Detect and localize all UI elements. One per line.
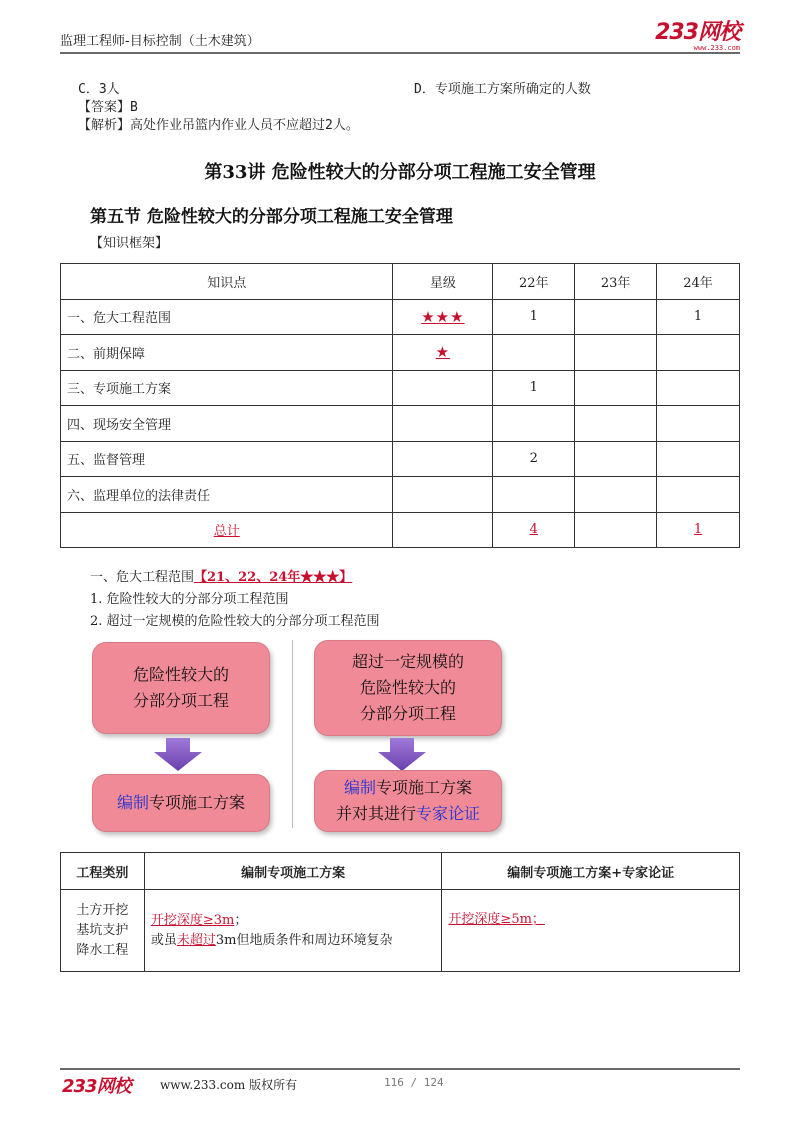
box-line (315, 775, 501, 801)
framework-label: 【知识框架】 (90, 236, 169, 251)
hazard-project-box (92, 642, 270, 734)
count-cell (575, 299, 657, 335)
expert-cell (442, 890, 740, 972)
large-hazard-project-box (314, 640, 502, 736)
table-row (61, 890, 740, 972)
expert-threshold: 开挖深度≥5m； (448, 912, 545, 927)
count-cell: 1 (493, 370, 575, 406)
stars-cell (393, 299, 493, 335)
count-cell: 1 (657, 299, 740, 335)
table-row (61, 406, 740, 442)
count-cell (657, 370, 740, 406)
box-text: 并对其进行 (335, 804, 416, 823)
count-cell (575, 441, 657, 477)
box-line: 分部分项工程 (132, 691, 229, 710)
box-text: 专项施工方案 (149, 793, 246, 812)
topic-cell: 六、监理单位的法律责任 (61, 477, 393, 513)
count-cell: 2 (493, 441, 575, 477)
stars-cell (393, 406, 493, 442)
topic-cell: 四、现场安全管理 (61, 406, 393, 442)
total-cell (575, 512, 657, 548)
box-line (315, 801, 501, 827)
highlight-compile: 编制 (343, 778, 376, 797)
count-cell (575, 406, 657, 442)
count-cell (493, 335, 575, 371)
compile-plan-box (92, 774, 270, 832)
table-header-row (61, 853, 740, 890)
plan-line-1 (151, 911, 436, 931)
topic-cell: 五、监督管理 (61, 441, 393, 477)
table-row (61, 335, 740, 371)
highlight-expert: 专家论证 (416, 804, 481, 823)
footer-divider (60, 1068, 740, 1070)
header-cell: 工程类别 (61, 853, 145, 890)
header-cell: 24年 (657, 264, 740, 300)
option-c: C．3人 (78, 82, 120, 97)
down-arrow-icon (376, 738, 428, 772)
topic-cell: 三、专项施工方案 (61, 370, 393, 406)
scope-heading-tag: 【21、22、24年★★★】 (194, 570, 353, 585)
semicolon: ； (234, 912, 248, 928)
box-line: 危险性较大的 (359, 678, 456, 697)
count-cell (657, 441, 740, 477)
count-cell (493, 406, 575, 442)
page-number: 116 / 124 (384, 1076, 444, 1089)
total-24: 1 (693, 522, 703, 538)
page-header (60, 20, 740, 54)
scope-table (60, 852, 740, 972)
stars-cell (393, 335, 493, 371)
count-cell (657, 406, 740, 442)
count-cell (493, 477, 575, 513)
count-cell (575, 370, 657, 406)
explanation: 【解析】高处作业吊篮内作业人员不应超过2人。 (78, 118, 359, 133)
table-row (61, 477, 740, 513)
brand-logo (655, 22, 740, 52)
star-rating: ★★★ (421, 307, 465, 326)
section-title: 第五节 危险性较大的分部分项工程施工安全管理 (90, 207, 453, 227)
footer-logo: 233网校 (62, 1076, 131, 1097)
footer-site: www.233.com 版权所有 (160, 1078, 298, 1092)
logo-url: www.233.com (693, 44, 740, 52)
plan-cell (144, 890, 442, 972)
total-label-cell (61, 512, 393, 548)
highlight-compile: 编制 (116, 793, 149, 812)
header-cell: 编制专项施工方案+专家论证 (442, 853, 740, 890)
not-exceed: 未超过 (176, 932, 216, 948)
category-cell (61, 890, 145, 972)
count-cell (657, 477, 740, 513)
header-cell: 编制专项施工方案 (144, 853, 442, 890)
stars-cell (393, 512, 493, 548)
header-divider (60, 52, 740, 54)
flow-divider (292, 640, 293, 828)
header-title: 监理工程师-目标控制（土木建筑） (60, 34, 260, 49)
total-row (61, 512, 740, 548)
topic-cell: 一、危大工程范围 (61, 299, 393, 335)
scope-heading (90, 566, 352, 585)
topic-cell: 二、前期保障 (61, 335, 393, 371)
count-cell (575, 335, 657, 371)
count-cell (657, 335, 740, 371)
plan-line-2 (151, 931, 436, 951)
total-22: 4 (529, 522, 538, 538)
plan-prefix: 或虽 (150, 932, 177, 948)
stars-cell (393, 370, 493, 406)
count-cell: 1 (493, 299, 575, 335)
header-cell: 星级 (393, 264, 493, 300)
compile-plan-expert-box (314, 770, 502, 832)
table-row (61, 441, 740, 477)
scope-heading-text: 一、危大工程范围 (90, 570, 195, 585)
category-line: 土方开挖 (76, 902, 129, 918)
header-cell: 22年 (493, 264, 575, 300)
star-rating: ★ (435, 343, 451, 362)
total-cell (493, 512, 575, 548)
table-row (61, 370, 740, 406)
box-line: 危险性较大的 (132, 665, 229, 684)
stars-cell (393, 441, 493, 477)
scope-item-1: 1. 危险性较大的分部分项工程范围 (90, 592, 289, 607)
depth-threshold: 开挖深度≥3m (150, 912, 235, 928)
logo-text: 233网校 (655, 20, 740, 45)
box-text: 专项施工方案 (376, 778, 473, 797)
table-header-row (61, 264, 740, 300)
count-cell (575, 477, 657, 513)
total-cell (657, 512, 740, 548)
lecture-title: 第33讲 危险性较大的分部分项工程施工安全管理 (204, 162, 596, 183)
header-cell: 23年 (575, 264, 657, 300)
total-label: 总计 (213, 524, 240, 540)
stars-cell (393, 477, 493, 513)
plan-rest: 3m但地质条件和周边环境复杂 (215, 932, 393, 948)
scope-item-2: 2. 超过一定规模的危险性较大的分部分项工程范围 (90, 614, 380, 629)
box-line: 超过一定规模的 (351, 652, 464, 671)
category-line: 降水工程 (76, 942, 129, 958)
category-line: 基坑支护 (76, 922, 129, 938)
down-arrow-icon (152, 738, 204, 772)
answer: 【答案】B (78, 100, 138, 115)
knowledge-table (60, 263, 740, 548)
option-d: D．专项施工方案所确定的人数 (414, 82, 591, 97)
header-cell: 知识点 (61, 264, 393, 300)
box-line: 分部分项工程 (359, 704, 456, 723)
table-row (61, 299, 740, 335)
